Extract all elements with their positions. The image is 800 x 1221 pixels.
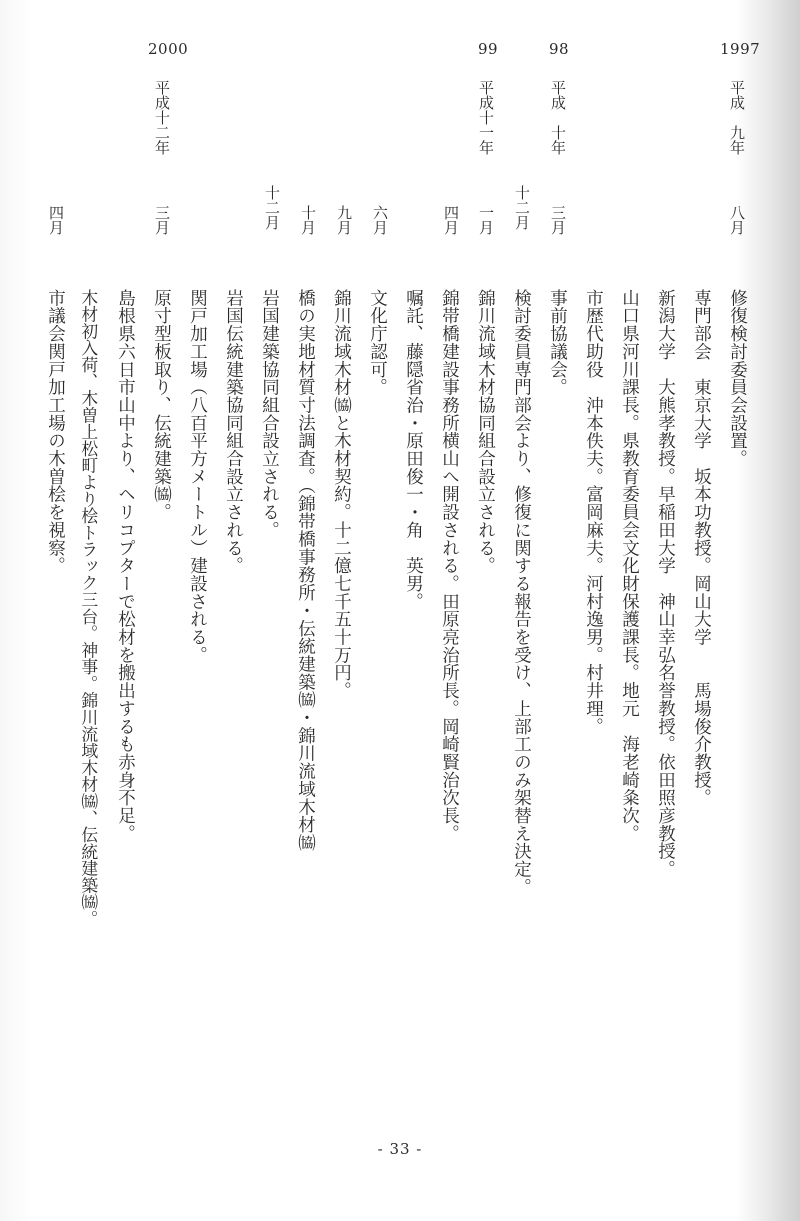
era-heisei-12: 平成十二年 [153,80,171,155]
entry-line: 木材初入荷、木曽上松町より桧トラック三台。神事。錦川流域木材㈿、伝統建築㈿。 [78,289,99,928]
year-2000: 2000 [148,40,189,58]
month-label: 十月 [299,205,317,235]
month-label: 九月 [335,205,353,235]
year-99: 99 [478,40,499,58]
month-label: 十二月 [263,185,281,230]
page-number: - 33 - [377,1140,423,1158]
month-label: 六月 [371,205,389,235]
entry-line: 市議会関戸加工場の木曽桧を視察。 [45,289,66,575]
month-label: 三月 [153,205,171,235]
entry-line: 原寸型板取り、伝統建築㈿。 [151,289,172,522]
era-heisei-11: 平成十一年 [477,80,495,155]
year-1997: 1997 [720,40,761,58]
entry-line: 市歴代助役 沖本佚夫。富岡麻夫。河村逸男。村井理。 [583,289,604,736]
entry-line: 検討委員専門部会より、修復に関する報告を受け、上部工のみ架替え決定。 [511,289,532,896]
era-heisei-9: 平成 九年 [728,80,746,155]
month-label: 四月 [442,205,460,235]
entry-line: 関戸加工場（八百平方メートル）建設される。 [187,289,208,664]
entry-line: 橋の実地材質寸法調査。（錦帯橋事務所・伝統建築㈿・錦川流域木材㈿ [295,289,316,852]
entry-line: 文化庁認可。 [367,289,388,397]
entry-line: 嘱託、藤隠省治・原田俊一・角 英男。 [403,289,424,611]
entry-line: 岩国伝統建築協同組合設立される。 [223,289,244,575]
entry-line: 事前協議会。 [547,289,568,397]
entry-line: 錦川流域木材㈿と木材契約。十二億七千五十万円。 [331,289,352,700]
entry-line: 山口県河川課長。県教育委員会文化財保護課長。地元 海老崎粂次。 [619,289,640,843]
entry-line: 錦川流域木材協同組合設立される。 [475,289,496,575]
entry-line: 錦帯橋建設事務所横山へ開設される。田原亮治所長。岡崎賢治次長。 [439,289,460,843]
entry-line: 修復検討委員会設置。 [727,289,748,468]
month-label: 三月 [549,205,567,235]
month-label: 一月 [477,205,495,235]
era-heisei-10: 平成 十年 [549,80,567,155]
month-label: 四月 [47,205,65,235]
year-98: 98 [549,40,570,58]
entry-line: 専門部会 東京大学 坂本功教授。岡山大学 馬場俊介教授。 [691,289,712,807]
month-label: 八月 [728,205,746,235]
month-label: 十二月 [513,185,531,230]
entry-line: 岩国建築協同組合設立される。 [259,289,280,539]
entry-line: 島根県六日市山中より、ヘリコプターで松材を搬出するも赤身不足。 [115,289,136,843]
entry-line: 新潟大学 大熊孝教授。早稲田大学 神山幸弘名誉教授。依田照彦教授。 [655,289,676,879]
